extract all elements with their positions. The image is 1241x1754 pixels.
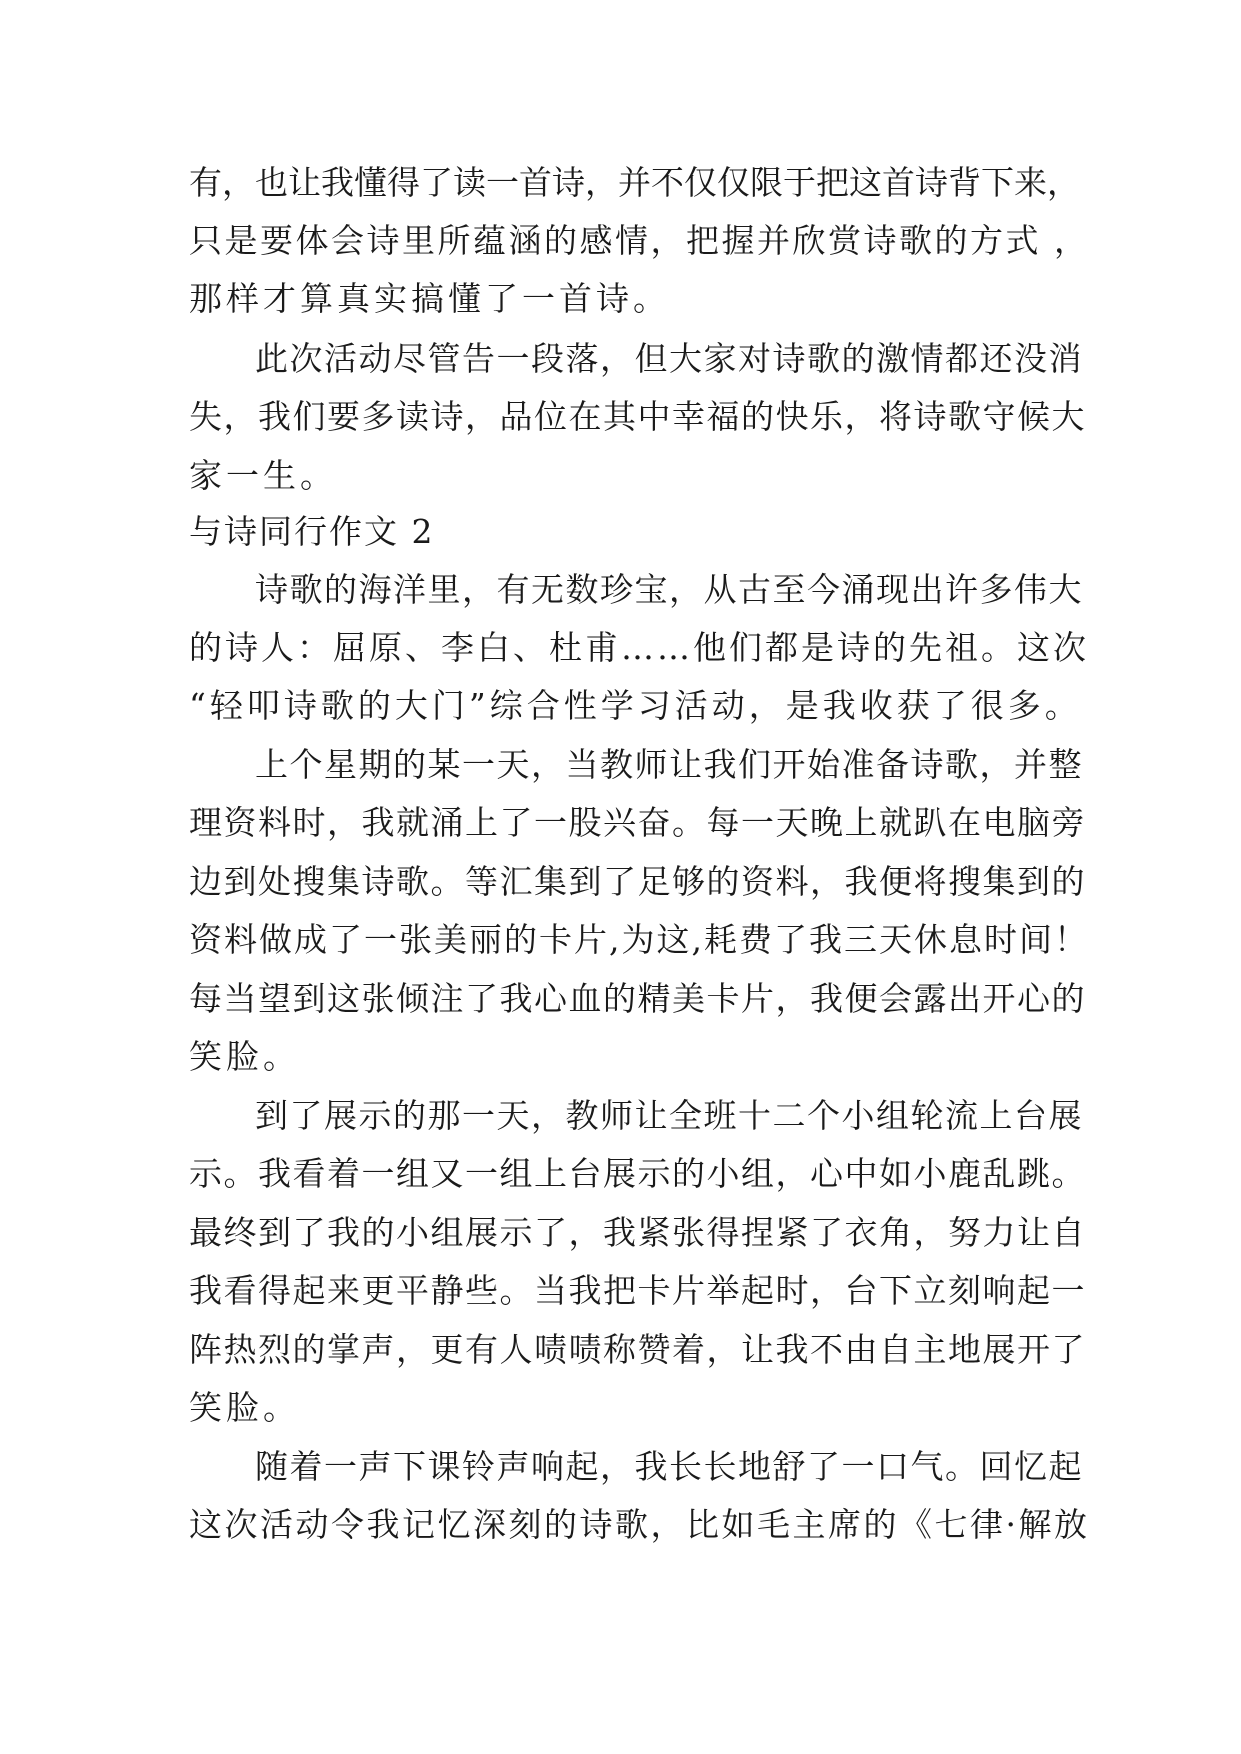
- text-line: 笑脸。: [189, 1037, 300, 1076]
- text-line: 只是要体会诗里所蕴涵的感情，把握并欣赏诗歌的方式 ，: [189, 221, 1090, 260]
- text-line: 边到处搜集诗歌。等汇集到了足够的资料，我便将搜集到的: [189, 862, 1086, 901]
- text-line: “轻叩诗歌的大门”综合性学习活动，是我收获了很多。: [189, 686, 1082, 725]
- text-line: 资料做成了一张美丽的卡片,为这,耗费了我三天休息时间！: [189, 920, 1089, 959]
- paragraph-first-line: 到了展示的那一天，教师让全班十二个小组轮流上台展: [255, 1096, 1083, 1135]
- paragraph-first-line: 诗歌的海洋里，有无数珍宝，从古至今涌现出许多伟大: [255, 570, 1083, 609]
- text-line: 阵热烈的掌声，更有人啧啧称赞着，让我不由自主地展开了: [189, 1330, 1086, 1369]
- text-line: 家一生。: [189, 456, 337, 495]
- text-line: 理资料时，我就涌上了一股兴奋。每一天晚上就趴在电脑旁: [189, 803, 1086, 842]
- paragraph-first-line: 随着一声下课铃声响起，我长长地舒了一口气。回忆起: [255, 1447, 1083, 1486]
- text-line: 的诗人：屈原、李白、杜甫……他们都是诗的先祖。这次: [189, 628, 1089, 667]
- section-heading: 与诗同行作文 2: [189, 512, 435, 551]
- text-line: 最终到了我的小组展示了，我紧张得捏紧了衣角，努力让自: [189, 1213, 1086, 1252]
- text-line: 示。我看着一组又一组上台展示的小组，心中如小鹿乱跳。: [189, 1154, 1086, 1193]
- text-line: 每当望到这张倾注了我心血的精美卡片，我便会露出开心的: [189, 979, 1086, 1018]
- paragraph-first-line: 上个星期的某一天，当教师让我们开始准备诗歌，并整: [255, 745, 1083, 784]
- text-line: 我看得起来更平静些。当我把卡片举起时，台下立刻响起一: [189, 1271, 1086, 1310]
- text-line: 这次活动令我记忆深刻的诗歌，比如毛主席的《七律·解放: [189, 1505, 1090, 1544]
- text-line: 失，我们要多读诗，品位在其中幸福的快乐，将诗歌守候大: [189, 397, 1086, 436]
- text-line: 笑脸。: [189, 1388, 300, 1427]
- text-line: 有，也让我懂得了读一首诗，并不仅仅限于把这首诗背下来，: [189, 163, 1080, 202]
- paragraph-first-line: 此次活动尽管告一段落，但大家对诗歌的激情都还没消: [255, 339, 1083, 378]
- text-line: 那样才算真实搞懂了一首诗。: [189, 279, 670, 318]
